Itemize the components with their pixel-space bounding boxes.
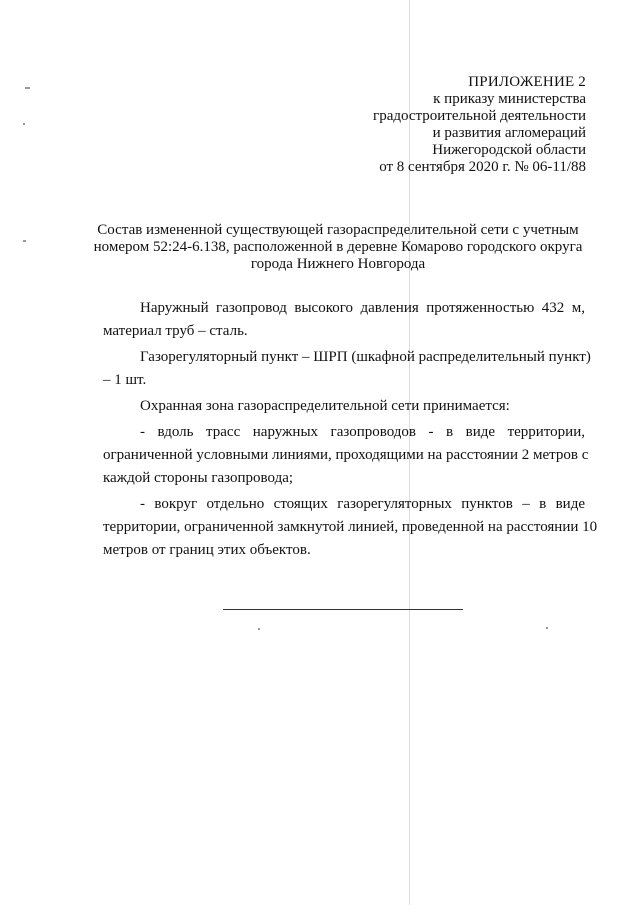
scan-artifact-mark xyxy=(23,123,25,125)
paragraph-line: Газорегуляторный пункт – ШРП (шкафной распределительный пункт) xyxy=(140,349,591,365)
paragraph-regulator-point xyxy=(103,346,591,392)
paragraph-line: материал труб – сталь. xyxy=(103,323,248,339)
paragraph-line: – 1 шт. xyxy=(103,372,147,388)
order-reference-line: Нижегородской области xyxy=(432,142,586,158)
paragraph-gas-pipeline xyxy=(103,297,585,343)
end-of-document-rule xyxy=(223,609,463,610)
scan-artifact-mark xyxy=(23,240,26,242)
title-line: города Нижнего Новгорода xyxy=(250,256,426,272)
paragraph-line: метров от границ этих объектов. xyxy=(103,542,311,558)
scan-artifact-mark xyxy=(25,87,30,89)
paragraph-line: - вдоль трасс наружных газопроводов - в виде территории, xyxy=(140,424,585,440)
appendix-number: ПРИЛОЖЕНИЕ 2 xyxy=(468,74,586,90)
paragraph-line: Охранная зона газораспределительной сети принимается: xyxy=(140,398,510,414)
scan-artifact-mark xyxy=(546,627,548,629)
paragraph-zone-along-pipelines xyxy=(103,421,589,490)
title-line: номером 52:24-6.138, расположенной в деревне Комарово городского округа xyxy=(93,239,583,255)
paragraph-protection-zone xyxy=(103,395,585,418)
order-reference-line: градостроительной деятельности xyxy=(373,108,586,124)
paragraph-line: ограниченной условными линиями, проходящими на расстоянии 2 метров с xyxy=(103,447,589,463)
document-body xyxy=(103,297,598,562)
paragraph-line: территории, ограниченной замкнутой линией, проведенной на расстоянии 10 xyxy=(103,519,598,535)
paragraph-line: - вокруг отдельно стоящих газорегуляторных пунктов – в виде xyxy=(140,496,585,512)
appendix-header xyxy=(266,74,586,176)
order-reference-line: к приказу министерства xyxy=(433,91,586,107)
order-date-number: от 8 сентября 2020 г. № 06-11/88 xyxy=(379,159,586,175)
document-title xyxy=(88,222,588,273)
paragraph-zone-around-points xyxy=(103,493,598,562)
title-line: Состав измененной существующей газораспределительной сети с учетным xyxy=(97,222,579,238)
scan-artifact-mark xyxy=(258,628,260,630)
order-reference-line: и развития агломераций xyxy=(432,125,586,141)
paragraph-line: Наружный газопровод высокого давления протяженностью 432 м, xyxy=(140,300,585,316)
paragraph-line: каждой стороны газопровода; xyxy=(103,470,294,486)
